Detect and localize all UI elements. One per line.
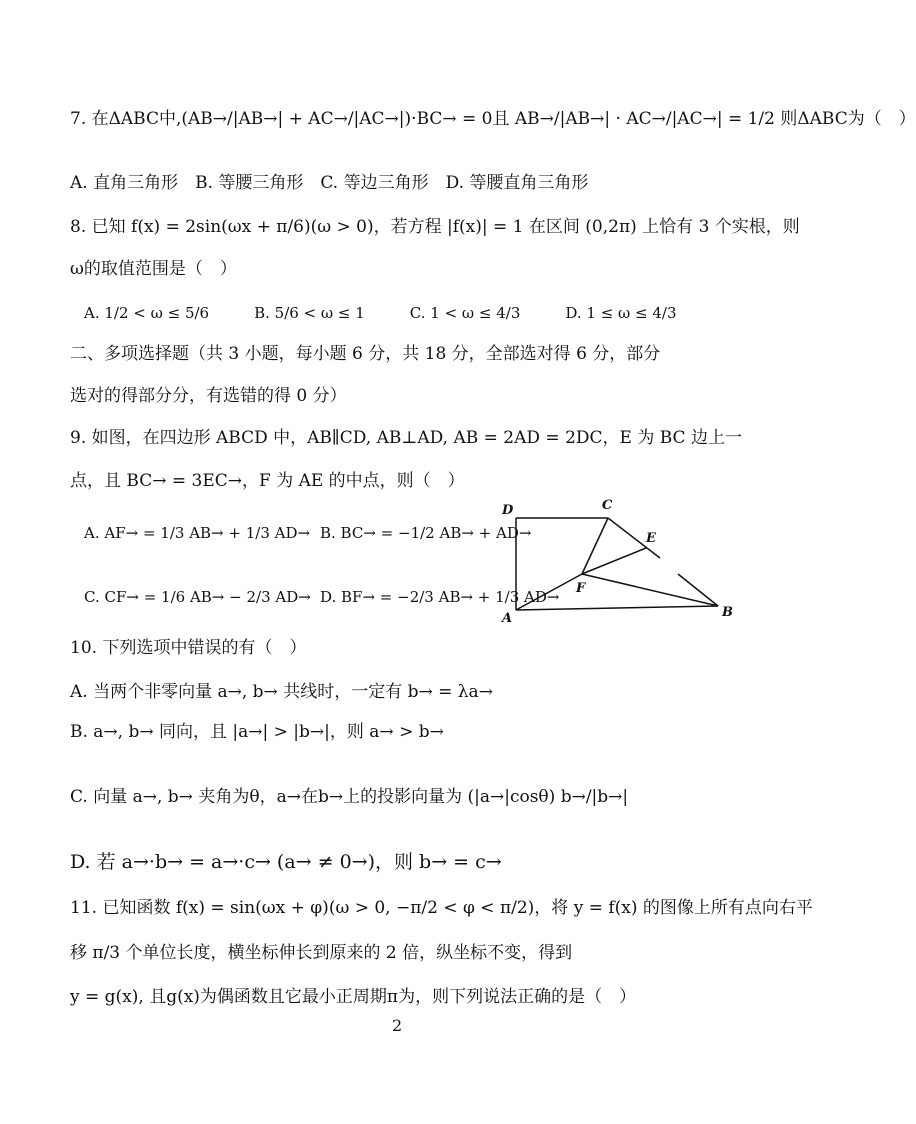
question-8-line-1: 8. 已知 f(x) = 2sin(ωx + π/6)(ω > 0)，若方程 |f(x)| = 1 在区间 (0,2π) 上恰有 3 个实根，则 bbox=[70, 217, 800, 237]
segment-af bbox=[516, 574, 582, 610]
question-11-line-3: y = g(x), 且g(x)为偶函数且它最小正周期π为，则下列说法正确的是（ ） bbox=[70, 987, 637, 1007]
question-9-line-2: 点，且 BC→ = 3EC→，F 为 AE 的中点，则（ ） bbox=[70, 471, 465, 491]
page-number: 2 bbox=[392, 1016, 403, 1035]
question-9-option-b: B. BC→ = −1/2 AB→ + AD→ bbox=[320, 524, 532, 542]
question-9-option-a: A. AF→ = 1/3 AB→ + 1/3 AD→ bbox=[84, 524, 311, 542]
question-8-line-2: ω的取值范围是（ ） bbox=[70, 259, 237, 279]
question-11-line-2: 移 π/3 个单位长度，横坐标伸长到原来的 2 倍，纵坐标不变，得到 bbox=[70, 943, 573, 963]
question-10-option-b: B. a→, b→ 同向，且 |a→| > |b→|，则 a→ > b→ bbox=[70, 722, 444, 742]
section-2-title-line-2: 选对的得部分分，有选错的得 0 分） bbox=[70, 386, 347, 406]
question-9-line-1: 9. 如图，在四边形 ABCD 中，AB∥CD, AB⊥AD, AB = 2AD = 2DC，E 为 BC 边上一 bbox=[70, 428, 742, 448]
question-10-option-a: A. 当两个非零向量 a→, b→ 共线时，一定有 b→ = λa→ bbox=[70, 682, 493, 702]
question-8-options: A. 1/2 < ω ≤ 5/6 B. 5/6 < ω ≤ 1 C. 1 < ω ≤ 4/3 D. 1 ≤ ω ≤ 4/3 bbox=[84, 304, 677, 322]
label-e: E bbox=[646, 531, 656, 546]
label-a: A bbox=[502, 611, 513, 626]
question-10-option-c: C. 向量 a→, b→ 夹角为θ，a→在b→上的投影向量为 (|a→|cosθ) b→/|b→| bbox=[70, 787, 629, 807]
label-b: B bbox=[722, 605, 733, 620]
question-9-option-c: C. CF→ = 1/6 AB→ − 2/3 AD→ bbox=[84, 588, 311, 606]
label-f: F bbox=[576, 581, 586, 596]
label-d: D bbox=[502, 503, 514, 518]
edge-ab bbox=[516, 606, 718, 610]
question-10: 10. 下列选项中错误的有（ ） bbox=[70, 638, 307, 658]
question-10-option-d: D. 若 a→·b→ = a→·c→ (a→ ≠ 0→)，则 b→ = c→ bbox=[70, 851, 502, 873]
question-11-line-1: 11. 已知函数 f(x) = sin(ωx + φ)(ω > 0, −π/2 < φ < π/2)，将 y = f(x) 的图像上所有点向右平 bbox=[70, 898, 813, 918]
question-9-option-d: D. BF→ = −2/3 AB→ + 1/3 AD→ bbox=[320, 588, 560, 606]
section-2-title-line-1: 二、多项选择题（共 3 小题，每小题 6 分，共 18 分，全部选对得 6 分，部分 bbox=[70, 344, 661, 364]
question-7: 7. 在ΔABC中,(AB→/|AB→| + AC→/|AC→|)·BC→ = 0且 AB→/|AB→| · AC→/|AC→| = 1/2 则ΔABC为（ ） bbox=[70, 109, 916, 129]
quadrilateral-figure bbox=[496, 494, 740, 630]
question-7-options: A. 直角三角形 B. 等腰三角形 C. 等边三角形 D. 等腰直角三角形 bbox=[70, 173, 589, 193]
label-c: C bbox=[602, 498, 613, 513]
